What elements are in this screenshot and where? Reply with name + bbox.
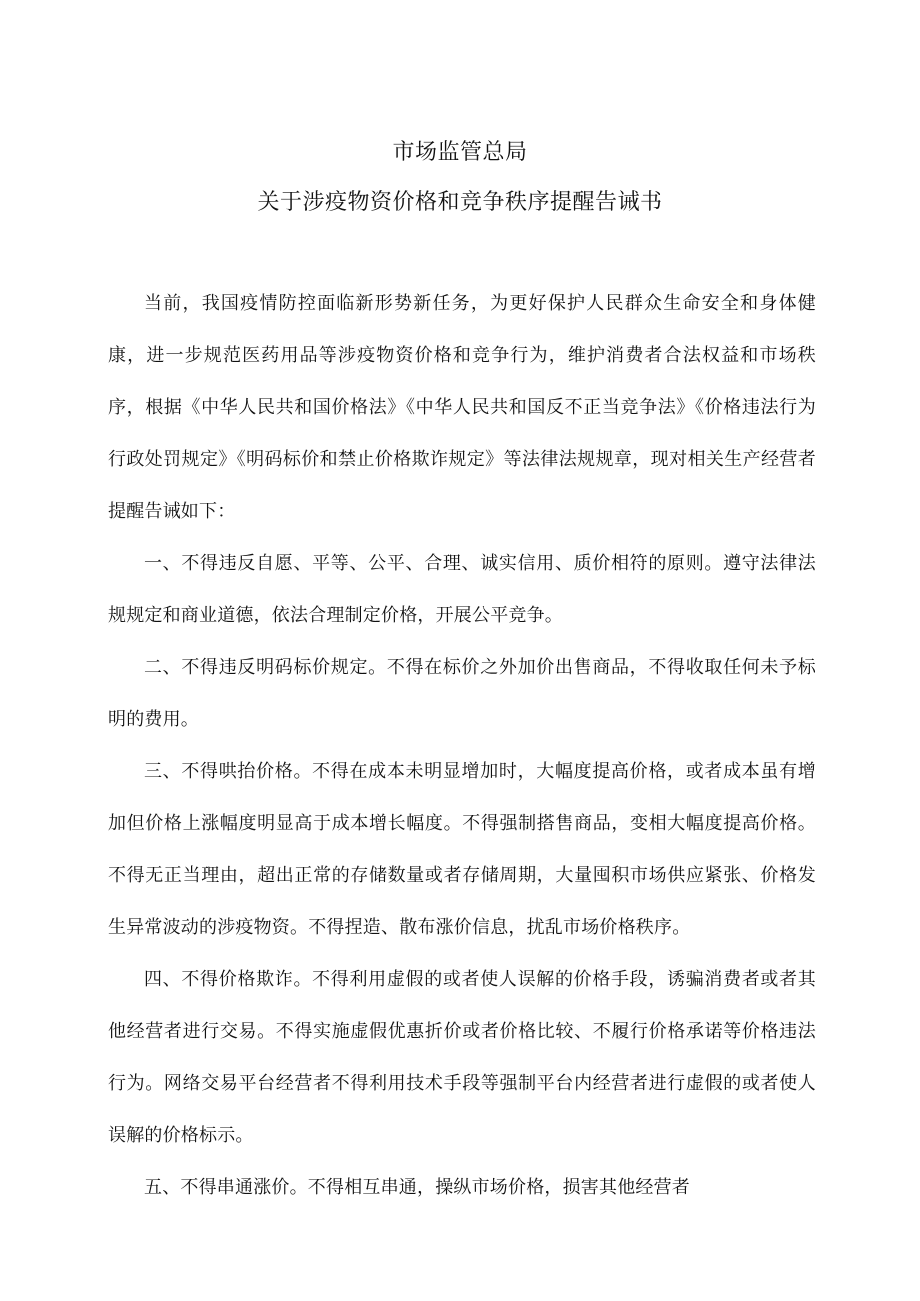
paragraph-item-2: 二、不得违反明码标价规定。不得在标价之外加价出售商品，不得收取任何未予标明的费用。 (108, 657, 816, 730)
paragraph-intro: 当前，我国疫情防控面临新形势新任务，为更好保护人民群众生命安全和身体健康，进一步规范医药用品等涉疫物资价格和竞争行为，维护消费者合法权益和市场秩序，根据《中华人民共和国价格法》《中华人民共和国反不正当竞争法》《价格违法行为行政处罚规定》《明码标价和禁止价格欺诈规定》等法律法规规章，现对相关生产经营者提醒告诫如下： (108, 293, 816, 522)
document-title-issuer: 市场监管总局 (392, 140, 528, 165)
document-title-subject: 关于涉疫物资价格和竞争秩序提醒告诫书 (257, 190, 663, 215)
paragraph-item-5: 五、不得串通涨价。不得相互串通，操纵市场价格，损害其他经营者 (144, 1177, 690, 1198)
document-body (108, 278, 816, 1214)
paragraph-item-1: 一、不得违反自愿、平等、公平、合理、诚实信用、质价相符的原则。遵守法律法规规定和商业道德，依法合理制定价格，开展公平竞争。 (108, 553, 816, 626)
paragraph-item-4: 四、不得价格欺诈。不得利用虚假的或者使人误解的价格手段，诱骗消费者或者其他经营者进行交易。不得实施虚假优惠折价或者价格比较、不履行价格承诺等价格违法行为。网络交易平台经营者不得利用技术手段等强制平台内经营者进行虚假的或者使人误解的价格标示。 (108, 969, 816, 1146)
paragraph-item-3: 三、不得哄抬价格。不得在成本未明显增加时，大幅度提高价格，或者成本虽有增加但价格上涨幅度明显高于成本增长幅度。不得强制搭售商品，变相大幅度提高价格。不得无正当理由，超出正常的存储数量或者存储周期，大量囤积市场供应紧张、价格发生异常波动的涉疫物资。不得捏造、散布涨价信息，扰乱市场价格秩序。 (108, 761, 816, 938)
